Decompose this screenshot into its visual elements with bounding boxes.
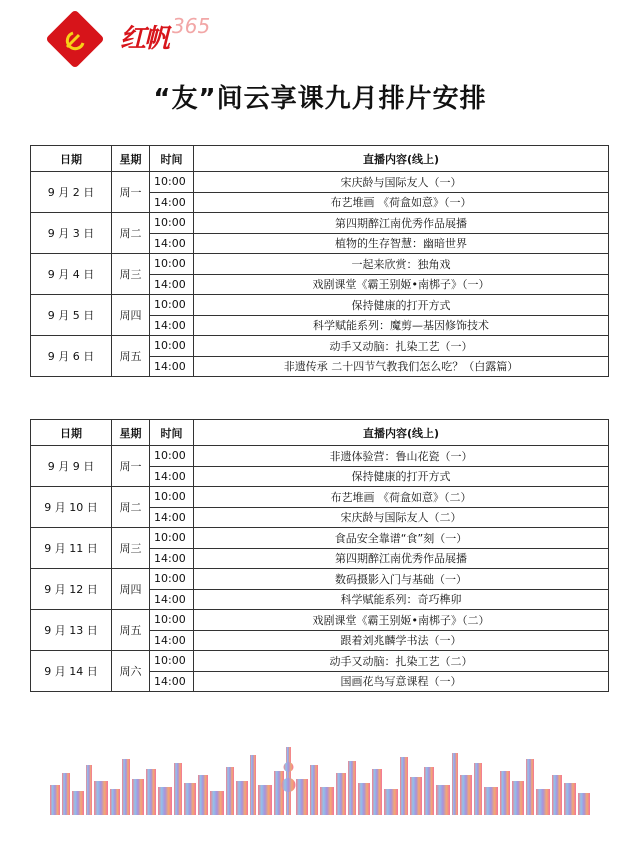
header-date: 日期 xyxy=(31,420,112,446)
time-cell: 10:00 xyxy=(150,295,194,316)
time-cell: 14:00 xyxy=(150,671,194,692)
content-cell: 非遗传承 二十四节气教我们怎么吃？（白露篇） xyxy=(194,356,609,377)
table-header-row xyxy=(31,146,609,172)
time-cell: 14:00 xyxy=(150,507,194,528)
table-row xyxy=(31,172,609,193)
date-cell: 9 月 4 日 xyxy=(31,254,112,295)
content-cell: 一起来欣赏：独角戏 xyxy=(194,254,609,275)
date-cell: 9 月 2 日 xyxy=(31,172,112,213)
content-cell: 动手又动脑：扎染工艺（一） xyxy=(194,336,609,357)
content-cell: 戏剧课堂《霸王别姬•南梆子》（二） xyxy=(194,610,609,631)
header-time: 时间 xyxy=(150,146,194,172)
content-cell: 非遗体验营：鲁山花瓷（一） xyxy=(194,446,609,467)
content-cell: 宋庆龄与国际友人（一） xyxy=(194,172,609,193)
page-title: “友”间云享课九月排片安排 xyxy=(153,84,487,114)
content-cell: 国画花鸟写意课程（一） xyxy=(194,671,609,692)
header-content: 直播内容(线上) xyxy=(194,146,609,172)
time-cell: 14:00 xyxy=(150,548,194,569)
weekday-cell: 周二 xyxy=(112,487,150,528)
content-cell: 科学赋能系列：魔剪—基因修饰技术 xyxy=(194,315,609,336)
time-cell: 10:00 xyxy=(150,213,194,234)
date-cell: 9 月 9 日 xyxy=(31,446,112,487)
date-cell: 9 月 14 日 xyxy=(31,651,112,692)
content-cell: 动手又动脑：扎染工艺（二） xyxy=(194,651,609,672)
time-cell: 10:00 xyxy=(150,172,194,193)
table-row xyxy=(31,295,609,316)
content-cell: 保持健康的打开方式 xyxy=(194,466,609,487)
weekday-cell: 周六 xyxy=(112,651,150,692)
time-cell: 14:00 xyxy=(150,315,194,336)
content-cell: 数码摄影入门与基础（一） xyxy=(194,569,609,590)
header-content: 直播内容(线上) xyxy=(194,420,609,446)
content-cell: 科学赋能系列：奇巧榫卯 xyxy=(194,589,609,610)
time-cell: 10:00 xyxy=(150,446,194,467)
time-cell: 10:00 xyxy=(150,336,194,357)
time-cell: 14:00 xyxy=(150,192,194,213)
time-cell: 14:00 xyxy=(150,233,194,254)
date-cell: 9 月 11 日 xyxy=(31,528,112,569)
city-skyline-illustration xyxy=(46,745,594,815)
content-cell: 跟着刘兆麟学书法（一） xyxy=(194,630,609,651)
table-row xyxy=(31,254,609,275)
table-row xyxy=(31,651,609,672)
table-row xyxy=(31,610,609,631)
header-time: 时间 xyxy=(150,420,194,446)
content-cell: 宋庆龄与国际友人（二） xyxy=(194,507,609,528)
time-cell: 10:00 xyxy=(150,651,194,672)
weekday-cell: 周三 xyxy=(112,528,150,569)
date-cell: 9 月 13 日 xyxy=(31,610,112,651)
time-cell: 10:00 xyxy=(150,487,194,508)
time-cell: 14:00 xyxy=(150,589,194,610)
table-row xyxy=(31,528,609,549)
weekday-cell: 周四 xyxy=(112,295,150,336)
schedule-table-week2 xyxy=(30,419,609,692)
table-row xyxy=(31,336,609,357)
table-row xyxy=(31,569,609,590)
content-cell: 布艺堆画 《荷盒如意》（二） xyxy=(194,487,609,508)
date-cell: 9 月 10 日 xyxy=(31,487,112,528)
brand-logo: 红帆 xyxy=(120,24,169,54)
content-cell: 食品安全靠谱“食”刻（一） xyxy=(194,528,609,549)
party-emblem-icon xyxy=(45,9,104,68)
time-cell: 10:00 xyxy=(150,569,194,590)
weekday-cell: 周五 xyxy=(112,336,150,377)
header-weekday: 星期 xyxy=(112,146,150,172)
content-cell: 布艺堆画 《荷盒如意》（一） xyxy=(194,192,609,213)
schedule-table-week1 xyxy=(30,145,609,377)
time-cell: 14:00 xyxy=(150,630,194,651)
date-cell: 9 月 3 日 xyxy=(31,213,112,254)
table-row xyxy=(31,213,609,234)
header-logos xyxy=(50,10,210,65)
date-cell: 9 月 12 日 xyxy=(31,569,112,610)
weekday-cell: 周四 xyxy=(112,569,150,610)
content-cell: 戏剧课堂《霸王别姬•南梆子》（一） xyxy=(194,274,609,295)
time-cell: 14:00 xyxy=(150,466,194,487)
date-cell: 9 月 6 日 xyxy=(31,336,112,377)
weekday-cell: 周一 xyxy=(112,446,150,487)
table-row xyxy=(31,487,609,508)
time-cell: 14:00 xyxy=(150,274,194,295)
weekday-cell: 周三 xyxy=(112,254,150,295)
brand-logo-number: 365 xyxy=(172,14,211,38)
header-weekday: 星期 xyxy=(112,420,150,446)
table-header-row xyxy=(31,420,609,446)
time-cell: 10:00 xyxy=(150,610,194,631)
content-cell: 保持健康的打开方式 xyxy=(194,295,609,316)
time-cell: 14:00 xyxy=(150,356,194,377)
weekday-cell: 周二 xyxy=(112,213,150,254)
header-date: 日期 xyxy=(31,146,112,172)
weekday-cell: 周五 xyxy=(112,610,150,651)
content-cell: 植物的生存智慧：幽暗世界 xyxy=(194,233,609,254)
time-cell: 10:00 xyxy=(150,254,194,275)
content-cell: 第四期醉江南优秀作品展播 xyxy=(194,548,609,569)
weekday-cell: 周一 xyxy=(112,172,150,213)
time-cell: 10:00 xyxy=(150,528,194,549)
table-row xyxy=(31,446,609,467)
date-cell: 9 月 5 日 xyxy=(31,295,112,336)
content-cell: 第四期醉江南优秀作品展播 xyxy=(194,213,609,234)
